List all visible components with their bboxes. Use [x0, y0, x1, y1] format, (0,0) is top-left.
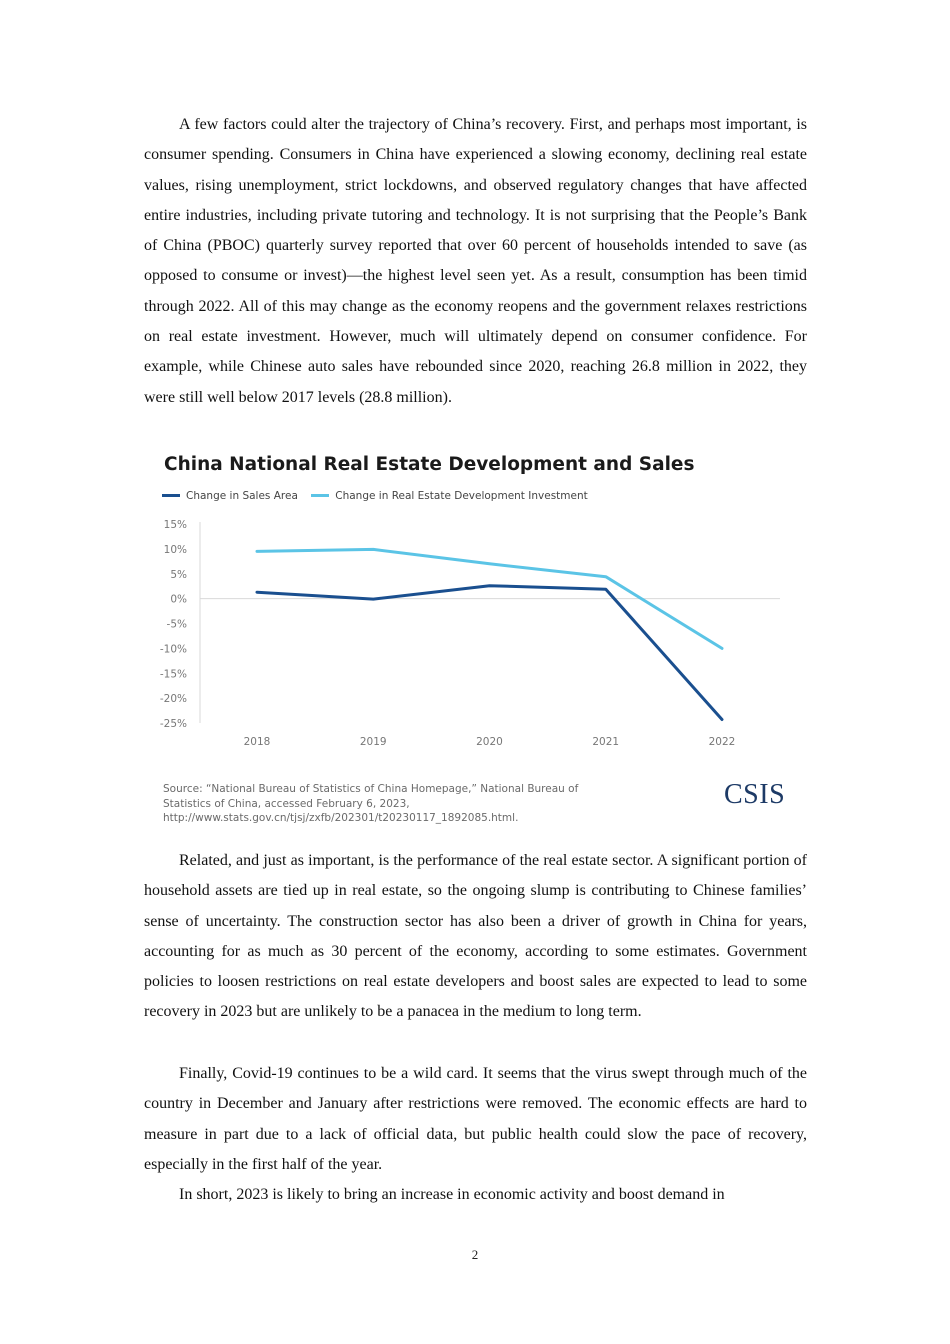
- y-tick-label: -15%: [159, 668, 187, 681]
- body-paragraph-consumer-spending: A few factors could alter the trajectory of China’s recovery. First, and perhaps most important, is consumer spending. Consumers in China have experienced a slowing economy, declining real estate values, rising unemployment, strict lockdowns, and observed regulatory changes that have affected entire industries, including private tutoring and technology. It is not surprising that the People’s Bank of China (PBOC) quarterly survey reported that over 60 percent of households intended to save (as opposed to consume or invest)—the highest level seen yet. As a result, consumption has been timid through 2022. All of this may change as the economy reopens and the government relaxes restrictions on real estate investment. However, much will ultimately depend on consumer confidence. For example, while Chinese auto sales have rebounded since 2020, reaching 26.8 million in 2022, they were still well below 2017 levels (28.8 million).: [144, 116, 807, 406]
- chart-figure: [150, 450, 800, 835]
- y-tick-label: 5%: [170, 568, 187, 581]
- legend-label-investment: Change in Real Estate Development Investment: [335, 490, 588, 502]
- body-paragraph-covid: Finally, Covid-19 continues to be a wild card. It seems that the virus swept through much of the country in December and January after restrictions were removed. The economic effects are hard to measure in part due to a lack of official data, but public health could slow the pace of recovery, especially in the first half of the year.: [144, 1065, 807, 1173]
- body-paragraph-real-estate: Related, and just as important, is the performance of the real estate sector. A significant portion of household assets are tied up in real estate, so the ongoing slump is contributing to Chinese families’ sense of uncertainty. The construction sector has also been a driver of growth in China for years, accounting for as much as 30 percent of the economy, according to some estimates. Government policies to loosen restrictions on real estate developers and boost sales are expected to lead to some recovery in 2023 but are unlikely to be a panacea in the medium to long term.: [144, 852, 807, 1021]
- legend-item-sales-area: [162, 490, 298, 502]
- y-tick-label: -5%: [166, 618, 187, 631]
- x-tick-label: 2019: [359, 736, 387, 748]
- csis-logo: CSIS: [724, 779, 786, 810]
- chart-source-note: Source: “National Bureau of Statistics of China Homepage,” National Bureau of Statistics of China, accessed February 6, 2023, http://www.stats.gov.cn/tjsj/zxfb/202301/t20230117_1892085.html.: [163, 783, 579, 824]
- chart-legend: [162, 490, 598, 502]
- y-tick-label: -20%: [159, 693, 187, 706]
- y-tick-label: 15%: [163, 519, 187, 531]
- page-number: 2: [471, 1247, 479, 1262]
- y-tick-label: 10%: [163, 543, 187, 556]
- legend-swatch-sales-area: [162, 494, 180, 497]
- y-tick-label: 0%: [170, 593, 187, 606]
- chart-title: China National Real Estate Development and Sales: [164, 454, 695, 475]
- legend-label-sales-area: Change in Sales Area: [186, 490, 298, 502]
- y-tick-label: -10%: [159, 643, 187, 656]
- x-tick-label: 2018: [243, 736, 271, 748]
- body-paragraph-conclusion: In short, 2023 is likely to bring an increase in economic activity and boost demand in: [179, 1186, 725, 1203]
- y-tick-label: -25%: [159, 718, 187, 730]
- x-tick-label: 2022: [708, 736, 736, 748]
- line-chart: [150, 512, 800, 762]
- x-tick-label: 2020: [476, 736, 503, 748]
- legend-item-investment: [311, 490, 588, 502]
- x-tick-label: 2021: [592, 736, 620, 748]
- legend-swatch-investment: [311, 494, 329, 497]
